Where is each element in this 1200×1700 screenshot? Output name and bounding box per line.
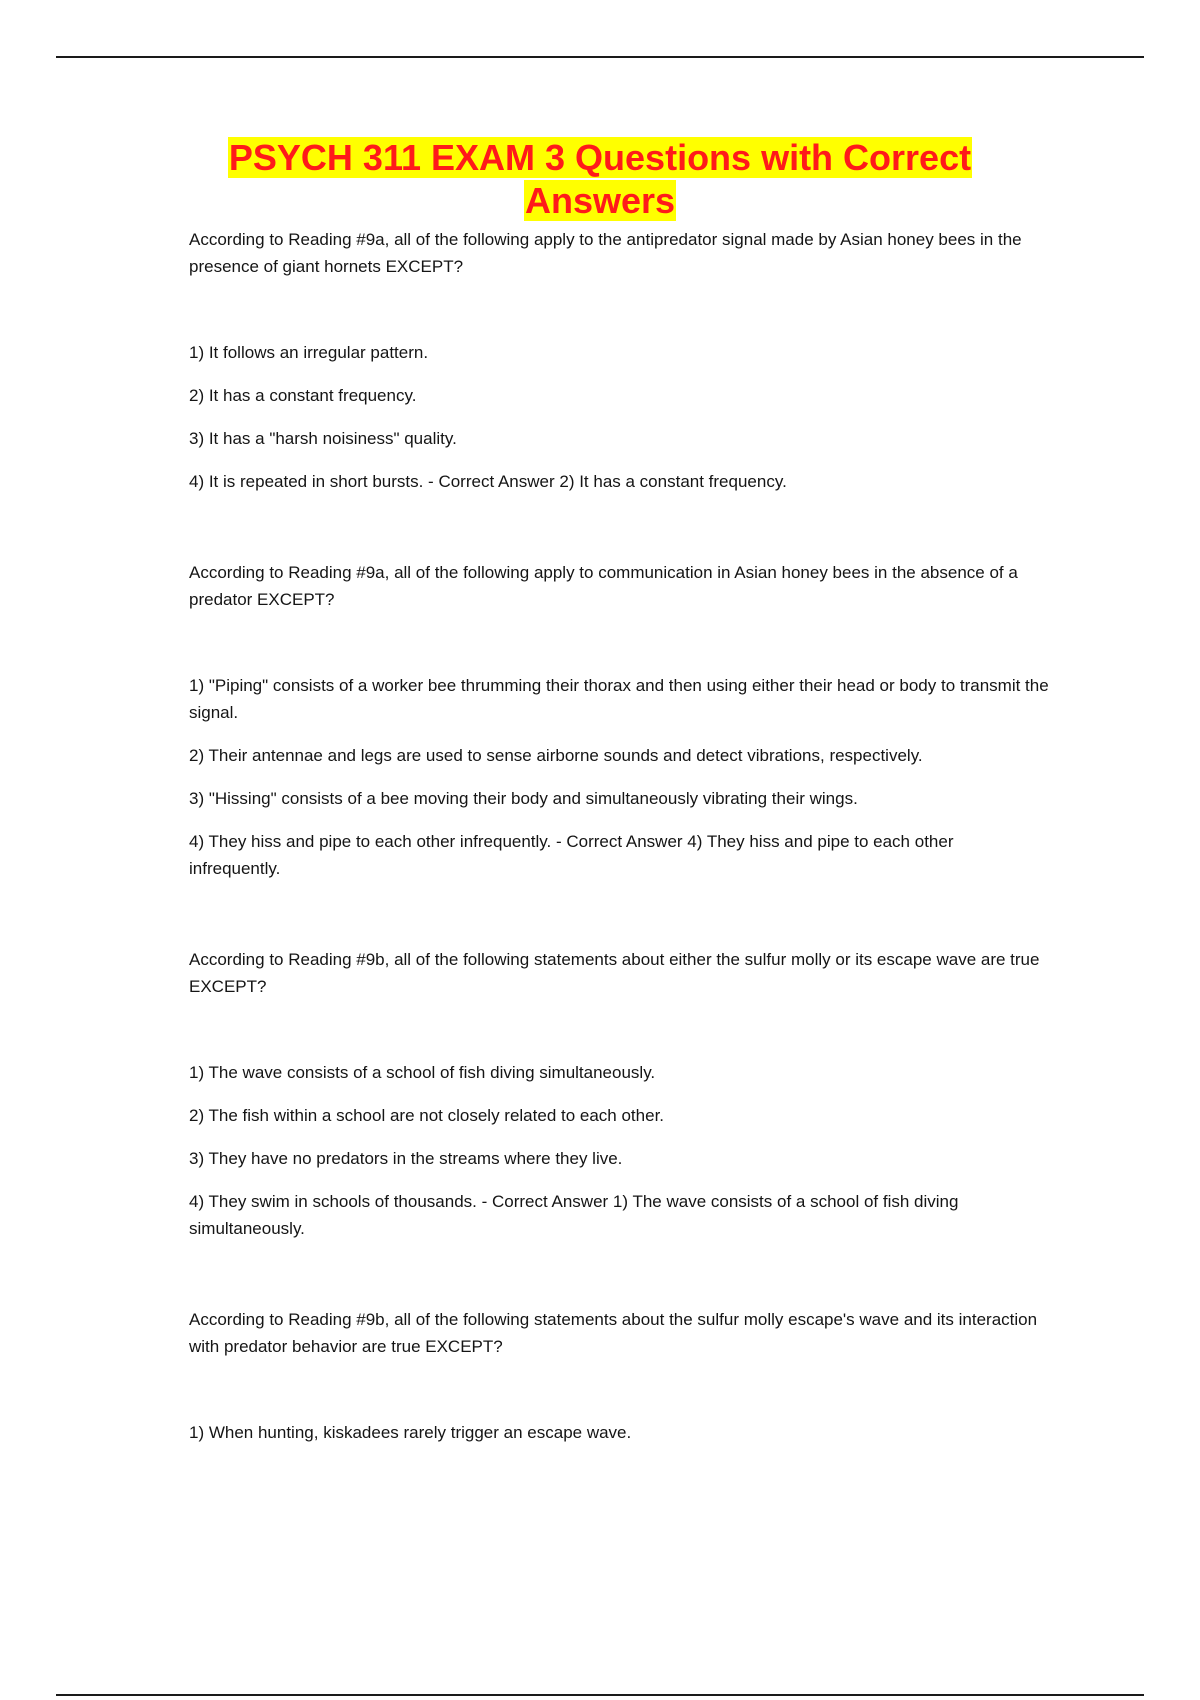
question-prompt: According to Reading #9b, all of the following statements about either the sulfur molly or its escape wave are true EXCEPT? (189, 950, 1040, 996)
answer-option: 2) The fish within a school are not closely related to each other. (189, 1106, 665, 1125)
question-block-1 (189, 226, 1049, 495)
answer-option: 3) "Hissing" consists of a bee moving their body and simultaneously vibrating their wings. (189, 789, 858, 808)
document-body (189, 226, 1049, 1462)
answer-option: 3) It has a "harsh noisiness" quality. (189, 429, 457, 448)
top-rule (56, 56, 1144, 58)
answer-option-with-correct-answer: 4) It is repeated in short bursts. - Correct Answer 2) It has a constant frequency. (189, 472, 787, 491)
question-prompt: According to Reading #9a, all of the following apply to the antipredator signal made by Asian honey bees in the presence of giant hornets EXCEPT? (189, 230, 1022, 276)
question-block-3 (189, 946, 1049, 1242)
answer-option-with-correct-answer: 4) They hiss and pipe to each other infrequently. - Correct Answer 4) They hiss and pipe to each other infrequently. (189, 832, 954, 878)
bottom-rule (56, 1694, 1144, 1696)
answer-option: 1) It follows an irregular pattern. (189, 343, 429, 362)
answer-option-with-correct-answer: 4) They swim in schools of thousands. - Correct Answer 1) The wave consists of a school of fish diving simultaneously. (189, 1192, 959, 1238)
question-prompt: According to Reading #9b, all of the following statements about the sulfur molly escape's wave and its interaction with predator behavior are true EXCEPT? (189, 1310, 1038, 1356)
answer-option: 2) It has a constant frequency. (189, 386, 417, 405)
title-line-2: Answers (524, 180, 676, 221)
question-prompt: According to Reading #9a, all of the following apply to communication in Asian honey bees in the absence of a predator EXCEPT? (189, 563, 1018, 609)
answer-option: 2) Their antennae and legs are used to sense airborne sounds and detect vibrations, respectively. (189, 746, 923, 765)
question-block-4 (189, 1306, 1049, 1446)
answer-option: 1) When hunting, kiskadees rarely trigger an escape wave. (189, 1423, 632, 1442)
question-block-2 (189, 559, 1049, 882)
answer-option: 3) They have no predators in the streams where they live. (189, 1149, 623, 1168)
title-line-1: PSYCH 311 EXAM 3 Questions with Correct (228, 137, 972, 178)
answer-option: 1) "Piping" consists of a worker bee thrumming their thorax and then using either their head or body to transmit the signal. (189, 676, 1049, 722)
document-title (150, 136, 1050, 222)
answer-option: 1) The wave consists of a school of fish diving simultaneously. (189, 1063, 656, 1082)
